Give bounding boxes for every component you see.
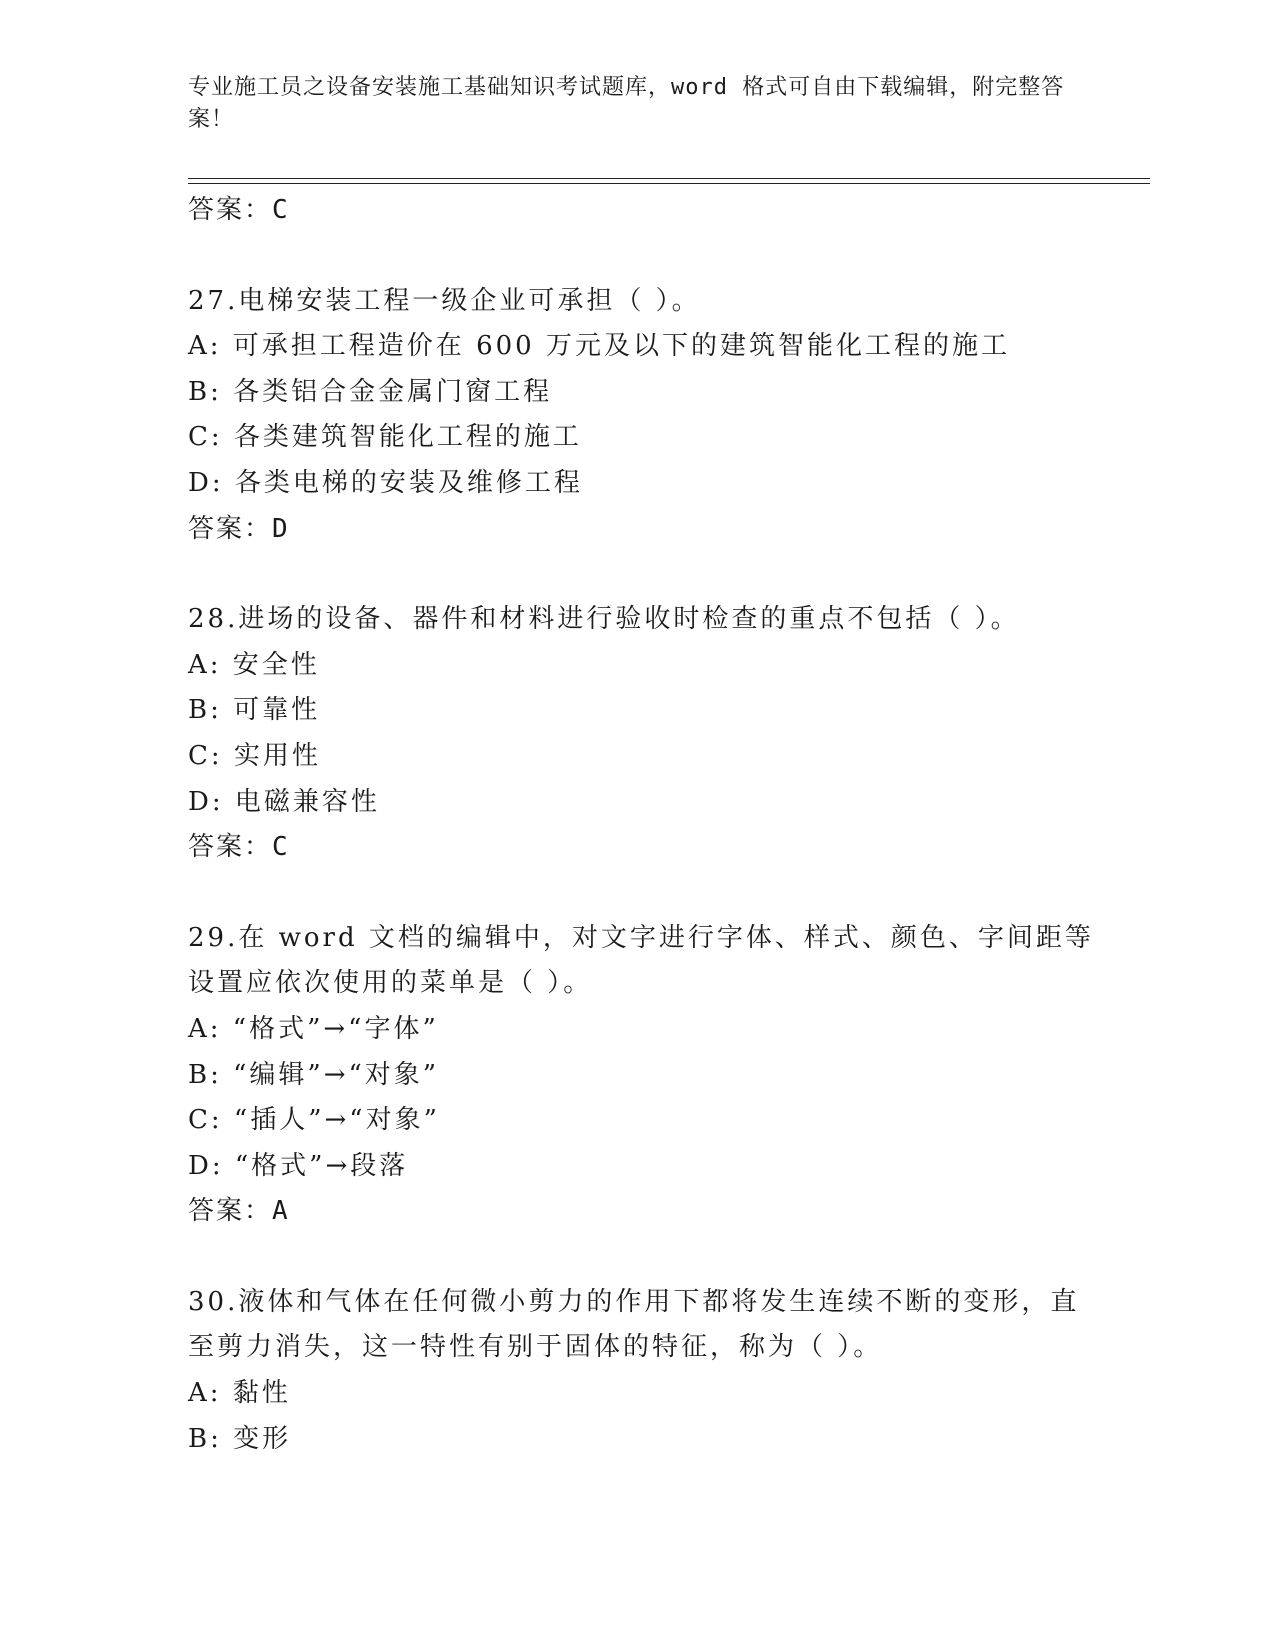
option-b: B: 各类铝合金金属门窗工程 (188, 376, 553, 407)
question-stem-line-1: 30.液体和气体在任何微小剪力的作用下都将发生连续不断的变形，直 (188, 1286, 1080, 1317)
option-b: B: 变形 (188, 1423, 292, 1454)
question-stem-line-1: 29.在 word 文档的编辑中，对文字进行字体、样式、颜色、字间距等 (188, 922, 1094, 953)
header-rule-top (188, 178, 1150, 179)
question-block (188, 279, 1088, 553)
option-a: A: 可承担工程造价在 600 万元及以下的建筑智能化工程的施工 (188, 331, 1010, 362)
question-block (188, 597, 1088, 871)
option-d: D: 各类电梯的安装及维修工程 (188, 467, 583, 498)
document-header: 专业施工员之设备安装施工基础知识考试题库，word 格式可自由下载编辑，附完整答案！ (188, 75, 1065, 132)
option-c: C: “插人”→“对象” (188, 1105, 440, 1136)
option-b: B: “编辑”→“对象” (188, 1059, 440, 1090)
answer-line: 答案：D (188, 513, 290, 544)
option-a: A: 安全性 (188, 649, 320, 680)
option-c: C: 各类建筑智能化工程的施工 (188, 422, 582, 453)
question-list (188, 188, 1094, 1462)
option-d: D: 电磁兼容性 (188, 786, 380, 817)
question-stem-line-2: 至剪力消失，这一特性有别于固体的特征，称为（ ）。 (188, 1332, 883, 1363)
question-stem: 28.进场的设备、器件和材料进行验收时检查的重点不包括（ ）。 (188, 604, 1020, 635)
option-d: D: “格式”→段落 (188, 1150, 409, 1181)
answer-line: 答案：C (188, 195, 290, 225)
answer-line: 答案：C (188, 832, 290, 863)
question-block (188, 1280, 1088, 1462)
option-a: A: 黏性 (188, 1378, 291, 1409)
answer-line: 答案：A (188, 1196, 290, 1227)
question-block (188, 916, 1094, 1235)
option-c: C: 实用性 (188, 740, 321, 771)
option-a: A: “格式”→“字体” (188, 1013, 439, 1044)
question-stem-line-2: 设置应依次使用的菜单是（ ）。 (188, 968, 593, 999)
header-rule-bottom (188, 183, 1150, 184)
question-stem: 27.电梯安装工程一级企业可承担（ ）。 (188, 285, 701, 316)
option-b: B: 可靠性 (188, 695, 321, 726)
